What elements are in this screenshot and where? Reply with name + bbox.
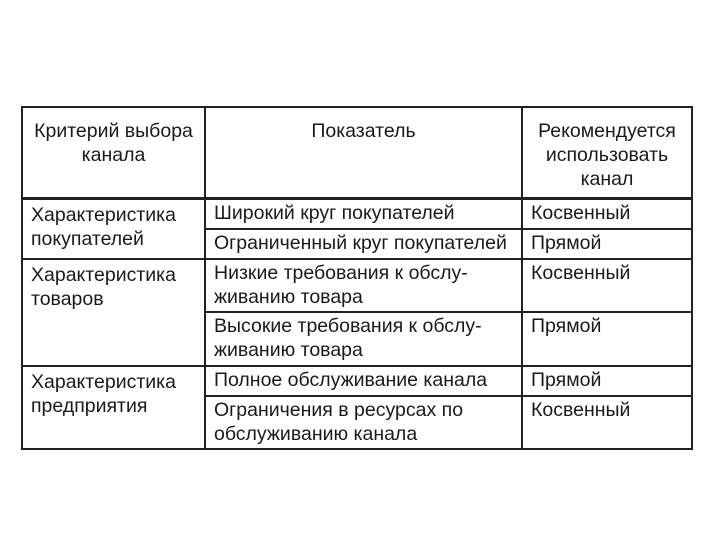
channel-cell: Прямой — [522, 229, 692, 259]
header-indicator: Показатель — [205, 107, 522, 199]
indicator-cell: Широкий круг покупателей — [205, 199, 522, 229]
channel-cell: Косвенный — [522, 396, 692, 450]
channel-cell: Прямой — [522, 366, 692, 396]
indicator-cell: Ограниченный круг покупателей — [205, 229, 522, 259]
indicator-cell: Ограничения в ресурсах по обслуживанию канала — [205, 396, 522, 450]
criterion-goods: Характеристика товаров — [22, 259, 205, 366]
indicator-cell: Низкие требования к обслу-живанию товара — [205, 259, 522, 313]
header-recommended-channel: Рекомендуется использовать канал — [522, 107, 692, 199]
table-row — [22, 366, 692, 396]
table-row — [22, 259, 692, 313]
table-header-row — [22, 107, 692, 199]
criterion-enterprise: Характеристика предприятия — [22, 366, 205, 449]
channel-criteria-table — [21, 106, 693, 450]
criterion-buyers: Характеристика покупателей — [22, 199, 205, 259]
channel-cell: Косвенный — [522, 199, 692, 229]
indicator-cell: Высокие требования к обслу-живанию товара — [205, 312, 522, 366]
header-criterion: Критерий выбора канала — [22, 107, 205, 199]
table-row — [22, 199, 692, 229]
channel-cell: Прямой — [522, 312, 692, 366]
channel-cell: Косвенный — [522, 259, 692, 313]
indicator-cell: Полное обслуживание канала — [205, 366, 522, 396]
